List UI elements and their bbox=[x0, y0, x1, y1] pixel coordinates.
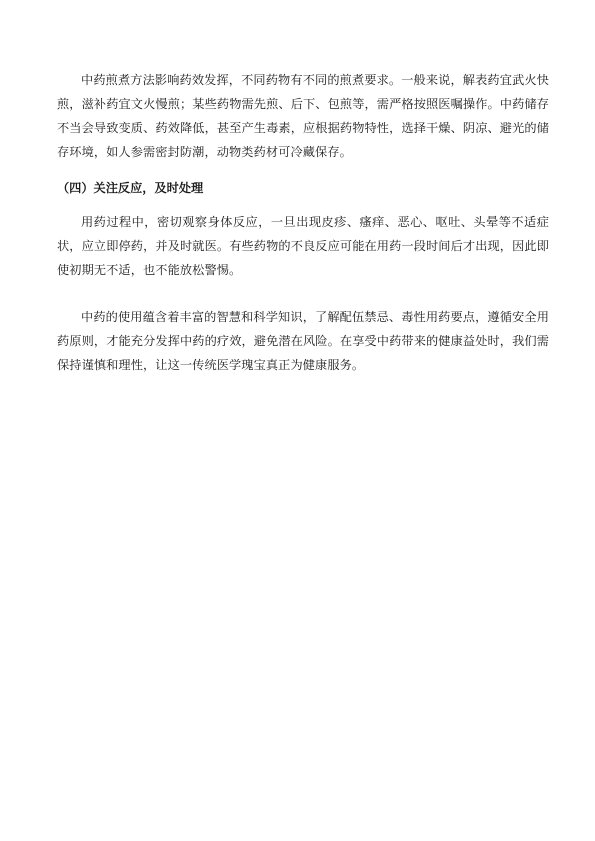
paragraph-conclusion: 中药的使用蕴含着丰富的智慧和科学知识，了解配伍禁忌、毒性用药要点，遵循安全用药原则，才能充分发挥中药的疗效，避免潜在风险。在享受中药带来的健康益处时，我们需保持谨慎和理性，让这一传统医学瑰宝真正为健康服务。 bbox=[57, 310, 549, 372]
section-heading: （四）关注反应，及时处理 bbox=[57, 181, 204, 195]
paragraph-monitor-reactions: 用药过程中，密切观察身体反应，一旦出现皮疹、瘙痒、恶心、呕吐、头晕等不适症状，应立即停药，并及时就医。有些药物的不良反应可能在用药一段时间后才出现，因此即使初期无不适，也不能放松警惕。 bbox=[57, 215, 549, 277]
paragraph-decoction-storage: 中药煎煮方法影响药效发挥，不同药物有不同的煎煮要求。一般来说，解表药宜武火快煎，滋补药宜文火慢煎；某些药物需先煎、后下、包煎等，需严格按照医嘱操作。中药储存不当会导致变质、药效降低，甚至产生毒素，应根据药物特性，选择干燥、阴凉、避光的储存环境，如人参需密封防潮，动物类药材可冷藏保存。 bbox=[57, 73, 549, 159]
paragraph-spacer bbox=[57, 282, 549, 305]
document-page bbox=[57, 68, 549, 377]
